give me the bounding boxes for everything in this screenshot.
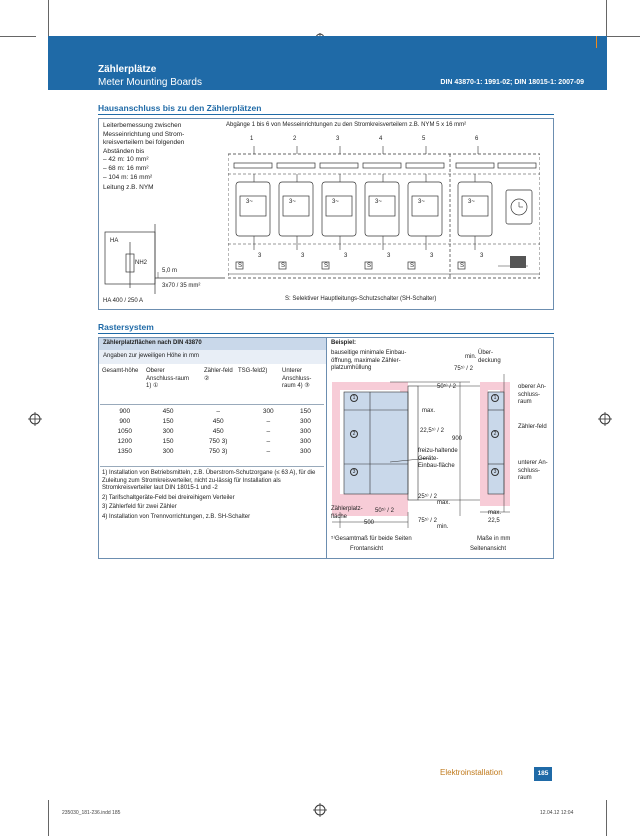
s-symbol: S [238, 263, 243, 269]
min-label-2: min. [437, 524, 449, 530]
circle-one: 1 [350, 394, 358, 402]
column-number: 6 [475, 136, 479, 142]
meter-symbol: 3~ [332, 199, 339, 205]
frontansicht-label: Frontansicht [350, 546, 384, 552]
col-header: TSG-feld2) [238, 368, 268, 374]
ha-rating: HA 400 / 250 A [103, 298, 144, 304]
diagram-caption: Abgänge 1 bis 6 von Messeinrichtungen zu den Stromkreisverteilern z.B. NYM 5 x 16 mm² [226, 122, 467, 128]
freihaltende-label: freizu-haltende Geräte-Einbau-fläche [418, 448, 458, 470]
meter-symbol: 3~ [468, 199, 475, 205]
dim-25: 25⁵⁾ / 2 [418, 494, 437, 500]
dim-500: 500 [364, 520, 375, 526]
dim-75b: 75⁵⁾ / 2 [418, 518, 437, 524]
table-title: Zählerplatzflächen nach DIN 43870 [99, 338, 326, 350]
example-title: Beispiel: [331, 340, 357, 346]
circle-three: 3 [350, 468, 358, 476]
switch-mark: 3 [301, 253, 305, 259]
switch-mark: 3 [480, 253, 484, 259]
table-row: 1200 150 750 3) – 300 [117, 437, 311, 445]
dim-50: 50⁵⁾ / 2 [437, 384, 456, 390]
crop-mark [604, 36, 640, 37]
registration-mark-icon [28, 412, 42, 426]
note: 1) Installation von Betriebsmitteln, z.B. Überstrom-Schutzorgane (≤ 63 A), für die Zuleitung zum Stromkreisverteiler, nicht zu-lässig für Installation als Stromkreisverteiler laut DIN 18015-1 und -2 [102, 470, 316, 492]
text-line: Leiterbemessung zwischen [103, 122, 182, 129]
column-number: 5 [422, 136, 426, 142]
column-number: 2 [293, 136, 297, 142]
crop-mark [48, 800, 49, 836]
max-label: max. [437, 500, 451, 506]
unterer-label: unterer An-schluss-raum [518, 460, 548, 482]
header-accent [596, 36, 597, 48]
table-row: 1350 300 750 3) – 300 [117, 447, 311, 455]
list-item: – 104 m: 16 mm² [103, 173, 153, 181]
dim-50b: 50⁵⁾ / 2 [375, 508, 394, 514]
col-header: Gesamt-höhe [102, 368, 139, 374]
footer-label: Elektroinstallation [440, 768, 503, 777]
table-notes [102, 470, 322, 522]
slug-right: 12.04.12 12:04 [540, 810, 574, 816]
crop-mark [0, 36, 36, 37]
note: 2) Tarifschaltgeräte-Feld bei dreireihigem Verteiler [102, 494, 235, 501]
gesamtmass-note: ⁵⁾Gesamtmaß für beide Seiten [331, 536, 412, 542]
text-line: Messeinrichtung und Strom- [103, 130, 185, 138]
column-number: 4 [379, 136, 383, 142]
meter-board-diagram [228, 146, 540, 280]
list-item: – 42 m: 10 mm² [103, 156, 149, 164]
wiring-text: Leitung z.B. NYM [103, 184, 154, 192]
conductor-text [103, 122, 213, 193]
table-row: 1050 300 450 – 300 [117, 427, 311, 435]
table-rule [100, 466, 324, 467]
sh-legend: S: Selektiver Hauptleitungs-Schutzschalter (SH-Schalter) [285, 296, 437, 302]
s-symbol: S [460, 263, 465, 269]
registration-mark-icon [313, 803, 327, 817]
zaehlerplatz-table [100, 406, 324, 456]
table-row: 900 450 – 300 150 [119, 407, 311, 415]
distance-label: 5,0 m [162, 268, 178, 274]
col-header: Zähler-feld ② [204, 368, 233, 382]
switch-mark: 3 [344, 253, 348, 259]
list-item: – 68 m: 16 mm² [103, 164, 149, 172]
dim-75: 75⁵⁾ / 2 [454, 366, 473, 372]
page-subtitle: Meter Mounting Boards [98, 77, 202, 88]
ueberdeckung-label: Über-deckung [478, 350, 501, 364]
section-title-hausanschluss: Hausanschluss bis zu den Zählerplätzen [98, 103, 262, 113]
s-symbol: S [324, 263, 329, 269]
circle-three-side: 3 [491, 468, 499, 476]
col-header: Oberer Anschluss-raum 1) ① [146, 368, 190, 390]
meter-symbol: 3~ [418, 199, 425, 205]
max-225-label: max. 22,5 [488, 510, 502, 524]
ha-label: HA [110, 238, 119, 244]
circle-two: 2 [350, 430, 358, 438]
circle-one-side: 1 [491, 394, 499, 402]
switch-mark: 3 [258, 253, 262, 259]
slug-left: 235030_181-236.indd 185 [62, 810, 121, 816]
section-rule [98, 333, 554, 334]
norm-reference: DIN 43870-1: 1991-02; DIN 18015-1: 2007-09 [440, 79, 584, 86]
opening-label: bauseitige minimale Einbau-öffnung, maximale Zähler-platzumhüllung [331, 350, 407, 372]
section-rule [98, 114, 554, 115]
switch-mark: 3 [430, 253, 434, 259]
oberer-label: oberer An-schluss-raum [518, 384, 547, 406]
table-subtitle: Angaben zur jeweiligen Höhe in mm [99, 350, 326, 364]
page-number: 185 [534, 767, 552, 781]
note: 3) Zählerfeld für zwei Zähler [102, 504, 177, 511]
table-row: 900 150 450 – 300 [119, 417, 311, 425]
s-symbol: S [281, 263, 286, 269]
col-header: Unterer Anschluss-raum 4) ③ [282, 368, 312, 390]
switch-mark: 3 [387, 253, 391, 259]
column-number: 1 [250, 136, 254, 142]
crop-mark [606, 0, 607, 36]
seitenansicht-label: Seitenansicht [470, 546, 507, 552]
nh-label: NH2 [135, 260, 148, 266]
s-symbol: S [367, 263, 372, 269]
crop-mark [606, 800, 607, 836]
registration-mark-icon [598, 412, 612, 426]
dim-225: 22,5⁵⁾ / 2 [420, 428, 444, 434]
column-number: 3 [336, 136, 340, 142]
zaehlerplatz-label: Zählerplatz-fläche [331, 506, 363, 520]
cable-label: 3x70 / 35 mm² [162, 283, 201, 289]
mass-label: Maße in mm [477, 536, 511, 542]
text-line: Abständen bis [103, 147, 145, 155]
zaehlerfeld-label: Zähler-feld [518, 424, 547, 430]
meter-symbol: 3~ [375, 199, 382, 205]
ha-diagram [100, 224, 225, 306]
note: 4) Installation von Trennvorrichtungen, z.B. SH-Schalter [102, 513, 251, 520]
table-rule [100, 404, 324, 405]
column-numbers [226, 136, 546, 146]
meter-symbol: 3~ [246, 199, 253, 205]
circle-two-side: 2 [491, 430, 499, 438]
divider [326, 337, 327, 559]
section-title-rastersystem: Rastersystem [98, 322, 154, 332]
dim-900: 900 [452, 436, 463, 442]
dim-max: max. [422, 408, 436, 414]
min-label: min. [465, 354, 477, 360]
meter-symbol: 3~ [289, 199, 296, 205]
s-symbol: S [410, 263, 415, 269]
page-title: Zählerplätze [98, 64, 157, 75]
text-line: kreisverteilern bei folgenden [103, 139, 185, 147]
crop-mark [48, 0, 49, 36]
